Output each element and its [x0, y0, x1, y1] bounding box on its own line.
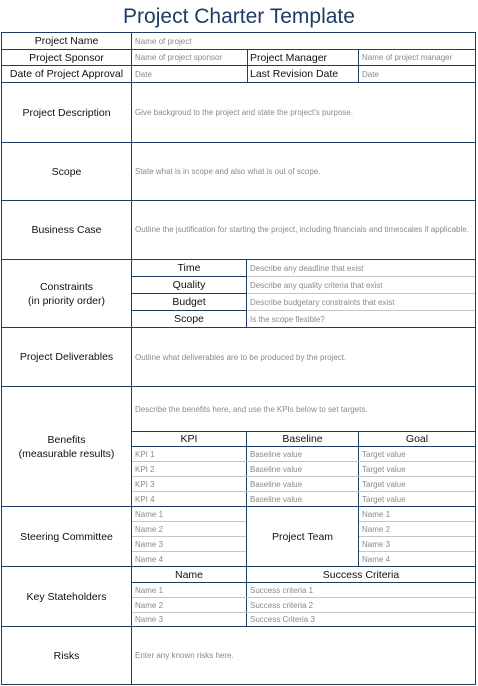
- grid-line: [132, 446, 475, 447]
- grid-line: [359, 551, 475, 552]
- project-description-label: Project Description: [22, 106, 111, 119]
- project-manager-field[interactable]: Name of project manager: [362, 53, 453, 62]
- grid-line: [132, 276, 246, 277]
- stakeholder-name-header: Name: [174, 568, 203, 581]
- grid-line: [132, 551, 246, 552]
- grid-line: [358, 431, 359, 506]
- steering-member-cell[interactable]: Name 3: [135, 539, 164, 549]
- constraint-name-quality: Quality: [172, 279, 206, 291]
- risks-field[interactable]: Enter any known risks here.: [135, 651, 234, 660]
- deliverables-label: Project Deliverables: [19, 351, 114, 363]
- success-criteria-header: Success Criteria: [322, 568, 400, 581]
- project-description-field[interactable]: Give backgroud to the project and state the project's purpose.: [135, 108, 354, 117]
- constraint-text-budget[interactable]: Describe budgetary constraints that exist: [250, 297, 395, 307]
- constraints-label: [2, 260, 131, 327]
- grid-line: [2, 566, 475, 567]
- scope-field[interactable]: State what is in scope and also what is out of scope.: [135, 167, 321, 176]
- grid-line: [132, 310, 246, 311]
- grid-line: [132, 431, 475, 432]
- benefits-intro-field[interactable]: Describe the benefits here, and use the KPIs below to set targets.: [135, 404, 368, 414]
- success-criteria-cell[interactable]: Success Criteria 3: [250, 615, 315, 624]
- kpi-cell[interactable]: KPI 2: [135, 464, 155, 474]
- grid-line: [246, 431, 247, 506]
- project-name-field[interactable]: Name of project: [135, 36, 192, 46]
- grid-line: [132, 476, 475, 477]
- goal-cell[interactable]: Target value: [362, 494, 406, 504]
- grid-line: [132, 597, 475, 598]
- project-team-label: Project Team: [271, 530, 334, 543]
- baseline-cell[interactable]: Baseline value: [250, 494, 303, 504]
- grid-line: [2, 200, 475, 201]
- business-case-field[interactable]: Outline the jsutification for starting the project, including financials and timescales if applicable.: [135, 225, 469, 234]
- grid-line: [2, 142, 475, 143]
- grid-line: [246, 506, 247, 566]
- success-criteria-cell[interactable]: Success criteria 1: [250, 585, 314, 595]
- constraint-text-time[interactable]: Describe any deadline that exist: [250, 263, 364, 273]
- grid-line: [132, 582, 475, 583]
- baseline-column-header: Baseline: [282, 433, 323, 445]
- baseline-cell[interactable]: Baseline value: [250, 449, 303, 459]
- kpi-cell[interactable]: KPI 1: [135, 449, 155, 459]
- goal-column-header: Goal: [405, 433, 429, 445]
- steering-member-cell[interactable]: Name 2: [135, 524, 164, 534]
- grid-line: [132, 461, 475, 462]
- team-member-cell[interactable]: Name 2: [362, 524, 391, 534]
- benefits-label-line1: Benefits: [47, 433, 86, 446]
- grid-line: [132, 536, 246, 537]
- constraint-text-quality[interactable]: Describe any quality criteria that exist: [250, 280, 383, 290]
- scope-label: Scope: [51, 165, 82, 178]
- revision-date-label: Last Revision Date: [250, 68, 339, 80]
- steering-committee-label: Steering Committee: [20, 530, 113, 543]
- kpi-cell[interactable]: KPI 4: [135, 494, 155, 504]
- team-member-cell[interactable]: Name 3: [362, 539, 391, 549]
- constraint-name-budget: Budget: [172, 296, 206, 308]
- key-stakeholders-label: Key Stateholders: [26, 590, 107, 603]
- team-member-cell[interactable]: Name 1: [362, 509, 391, 519]
- grid-line: [2, 259, 475, 260]
- grid-line: [2, 626, 475, 627]
- grid-line: [247, 293, 475, 294]
- goal-cell[interactable]: Target value: [362, 479, 406, 489]
- grid-line: [2, 82, 475, 83]
- grid-line: [132, 612, 475, 613]
- constraints-label-line2: (in priority order): [27, 294, 106, 307]
- project-sponsor-field[interactable]: Name of project sponsor: [135, 53, 223, 62]
- constraint-name-scope: Scope: [174, 313, 204, 325]
- business-case-label: Business Case: [31, 224, 102, 236]
- stakeholder-name-cell[interactable]: Name 2: [135, 600, 164, 610]
- benefits-label: [2, 387, 131, 506]
- constraint-text-scope[interactable]: Is the scope flexible?: [250, 314, 325, 324]
- kpi-column-header: KPI: [180, 433, 198, 445]
- grid-line: [359, 521, 475, 522]
- revision-date-field[interactable]: Date: [362, 69, 379, 79]
- grid-line: [247, 310, 475, 311]
- team-member-cell[interactable]: Name 4: [362, 554, 391, 564]
- stakeholder-name-cell[interactable]: Name 3: [135, 615, 164, 624]
- project-sponsor-label: Project Sponsor: [29, 51, 104, 64]
- goal-cell[interactable]: Target value: [362, 464, 406, 474]
- kpi-cell[interactable]: KPI 3: [135, 479, 155, 489]
- project-name-label: Project Name: [34, 35, 99, 47]
- grid-line: [2, 65, 475, 66]
- grid-line: [2, 506, 475, 507]
- grid-line: [359, 536, 475, 537]
- baseline-cell[interactable]: Baseline value: [250, 464, 303, 474]
- risks-label: Risks: [53, 649, 80, 662]
- grid-line: [132, 293, 246, 294]
- success-criteria-cell[interactable]: Success criteria 2: [250, 600, 314, 610]
- benefits-label-line2: (measurable results): [18, 447, 115, 460]
- grid-line: [247, 276, 475, 277]
- steering-member-cell[interactable]: Name 4: [135, 554, 164, 564]
- grid-line: [2, 49, 475, 50]
- charter-table: [1, 32, 476, 685]
- baseline-cell[interactable]: Baseline value: [250, 479, 303, 489]
- grid-line: [246, 566, 247, 626]
- stakeholder-name-cell[interactable]: Name 1: [135, 585, 164, 595]
- grid-line: [132, 491, 475, 492]
- approval-date-field[interactable]: Date: [135, 69, 152, 79]
- deliverables-field[interactable]: Outline what deliverables are to be produced by the project.: [135, 352, 347, 362]
- grid-line: [2, 386, 475, 387]
- grid-line: [132, 521, 246, 522]
- steering-member-cell[interactable]: Name 1: [135, 509, 164, 519]
- constraints-label-line1: Constraints: [39, 280, 94, 293]
- project-manager-label: Project Manager: [250, 51, 328, 64]
- grid-line: [358, 49, 359, 82]
- grid-line: [247, 49, 248, 82]
- goal-cell[interactable]: Target value: [362, 449, 406, 459]
- constraint-name-time: Time: [177, 262, 201, 274]
- grid-line: [2, 327, 475, 328]
- grid-line: [131, 33, 132, 684]
- page-title: Project Charter Template: [123, 5, 355, 28]
- approval-date-label: Date of Project Approval: [9, 68, 124, 80]
